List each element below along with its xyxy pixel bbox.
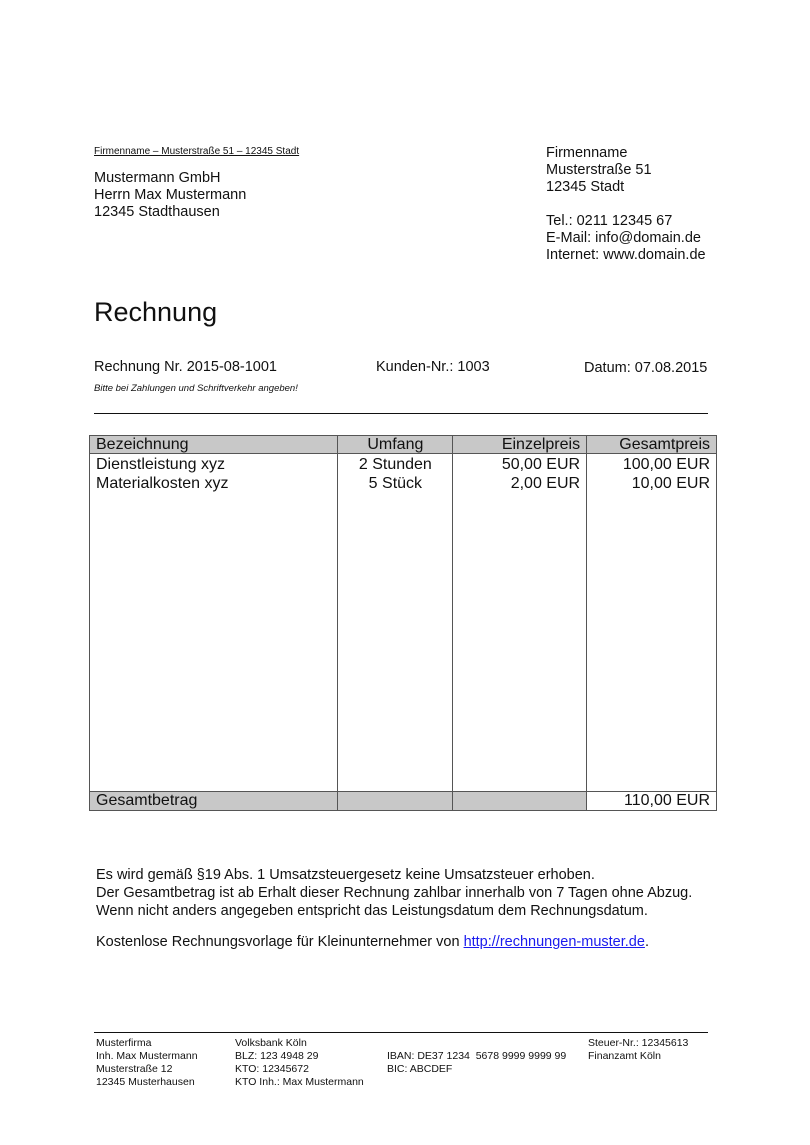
footer-divider <box>94 1032 708 1033</box>
recipient-address <box>94 170 246 221</box>
recipient-line: Mustermann GmbH <box>94 170 221 186</box>
page-title: Rechnung <box>94 297 218 327</box>
header-description: Bezeichnung <box>90 436 338 454</box>
text-line: Wenn nicht anders angegeben entspricht das Leistungsdatum dem Rechnungsdatum. <box>96 903 648 919</box>
company-line: Firmenname <box>546 145 628 161</box>
total-label: Gesamtbetrag <box>90 792 338 811</box>
footer-line: KTO Inh.: Max Mustermann <box>235 1076 364 1088</box>
company-line: Musterstraße 51 <box>546 162 652 178</box>
footer-line: Steuer-Nr.: 12345613 <box>588 1037 689 1049</box>
footer-bank <box>235 1037 364 1089</box>
header-quantity: Umfang <box>338 436 453 454</box>
promo-text: Kostenlose Rechnungsvorlage für Kleinunternehmer von http://rechnungen-muster.de. <box>96 934 649 950</box>
footer-line: 12345 Musterhausen <box>96 1076 195 1088</box>
item-total: 100,00 EUR <box>622 456 710 473</box>
total-value: 110,00 EUR <box>587 792 717 811</box>
footer-line: BLZ: 123 4948 29 <box>235 1050 319 1062</box>
sender-line: Firmenname – Musterstraße 51 – 12345 Stadt <box>94 146 300 157</box>
recipient-line: Herrn Max Mustermann <box>94 187 247 203</box>
header-unit-price: Einzelpreis <box>453 436 587 454</box>
company-email: E-Mail: info@domain.de <box>546 230 701 246</box>
item-unit-price: 50,00 EUR <box>501 456 581 473</box>
reference-note: Bitte bei Zahlungen und Schriftverkehr angeben! <box>94 383 298 394</box>
footer-tax <box>588 1037 688 1063</box>
footer-line: Musterstraße 12 <box>96 1063 173 1075</box>
invoice-number: Rechnung Nr. 2015-08-1001 <box>94 359 277 375</box>
item-description: Materialkosten xyz <box>96 475 229 492</box>
customer-number: Kunden-Nr.: 1003 <box>376 359 490 375</box>
text-line: Es wird gemäß §19 Abs. 1 Umsatzsteuergesetz keine Umsatzsteuer erhoben. <box>96 867 595 883</box>
footer-line: Finanzamt Köln <box>588 1050 661 1062</box>
recipient-line: 12345 Stadthausen <box>94 204 220 220</box>
header-total-price: Gesamtpreis <box>587 436 717 454</box>
legal-text <box>96 866 692 920</box>
item-total: 10,00 EUR <box>631 475 710 492</box>
company-phone: Tel.: 0211 12345 67 <box>546 213 673 229</box>
invoice-table <box>89 435 717 811</box>
promo-link[interactable]: http://rechnungen-muster.de <box>463 934 645 950</box>
footer-line: Musterfirma <box>96 1037 152 1049</box>
company-line: 12345 Stadt <box>546 179 625 195</box>
invoice-date: Datum: 07.08.2015 <box>584 360 708 376</box>
company-info <box>546 145 706 264</box>
footer-company <box>96 1037 198 1089</box>
company-website: Internet: www.domain.de <box>546 247 706 263</box>
table-row <box>90 454 717 792</box>
total-row <box>90 792 717 811</box>
item-unit-price: 2,00 EUR <box>510 475 581 492</box>
footer-line: IBAN: DE37 1234 5678 9999 9999 99 <box>387 1050 567 1062</box>
divider <box>94 413 708 414</box>
footer-line: Inh. Max Mustermann <box>96 1050 198 1062</box>
footer-line: Volksbank Köln <box>235 1037 307 1049</box>
footer-line: BIC: ABCDEF <box>387 1063 453 1075</box>
item-description: Dienstleistung xyz <box>96 456 225 473</box>
item-quantity: 2 Stunden <box>358 456 432 473</box>
footer-line: KTO: 12345672 <box>235 1063 309 1075</box>
text-line: Der Gesamtbetrag ist ab Erhalt dieser Rechnung zahlbar innerhalb von 7 Tagen ohne Abzug. <box>96 885 693 901</box>
item-quantity: 5 Stück <box>368 475 423 492</box>
footer-iban <box>387 1037 566 1089</box>
